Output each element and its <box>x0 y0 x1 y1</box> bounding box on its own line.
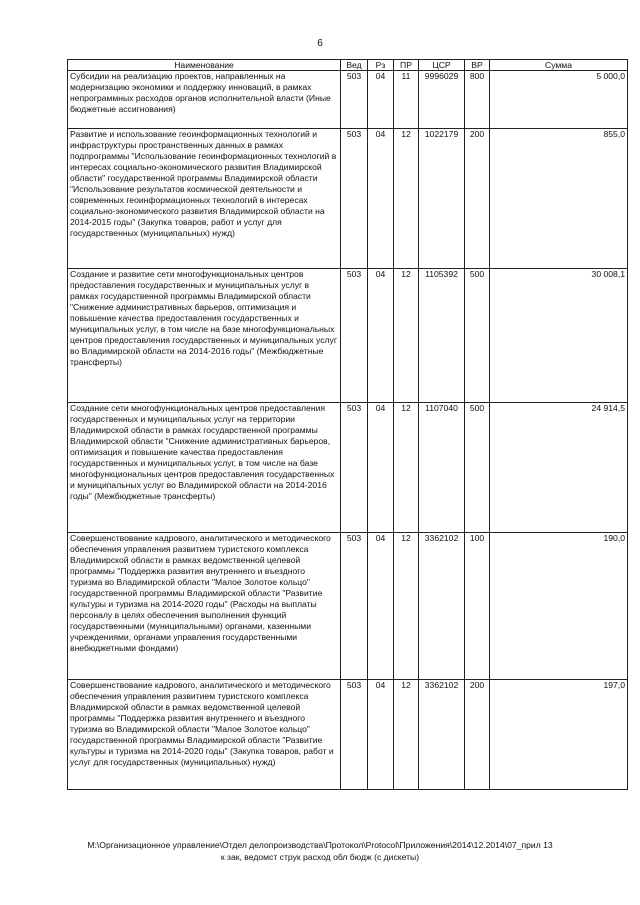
row-sum: 855,0 <box>490 129 628 269</box>
row-rz: 04 <box>368 403 394 533</box>
table-row <box>68 403 628 533</box>
row-sum: 30 008,1 <box>490 269 628 403</box>
budget-table <box>67 59 628 790</box>
row-rz: 04 <box>368 680 394 790</box>
col-header-name: Наименование <box>68 60 341 71</box>
row-vr: 500 <box>465 403 490 533</box>
row-csr: 1105392 <box>419 269 465 403</box>
row-pr: 12 <box>394 269 419 403</box>
row-rz: 04 <box>368 269 394 403</box>
row-ved: 503 <box>341 403 368 533</box>
row-ved: 503 <box>341 269 368 403</box>
row-pr: 12 <box>394 129 419 269</box>
footer-path <box>0 839 640 863</box>
row-csr: 1107040 <box>419 403 465 533</box>
row-sum: 5 000,0 <box>490 71 628 129</box>
row-name: Создание сети многофункциональных центров предоставления государственных и муниципальных услуг на территории Владимирской области в рамках государственной программы Владимирской области "Снижение административных барьеров, оптимизация и повышение качества предоставления государственных и муниципальных услуг, в том числе на базе многофункциональных центров предоставления государственных и муниципальных услуг во Владимирской области на 2014-2016 годы" (Межбюджетные трансферты) <box>68 403 341 533</box>
row-pr: 12 <box>394 403 419 533</box>
row-rz: 04 <box>368 533 394 680</box>
row-name: Совершенствование кадрового, аналитического и методического обеспечения управления развитием туристского комплекса Владимирской области в рамках ведомственной целевой программы "Поддержка развития внутреннего и въездного туризма во Владимирской области "Малое Золотое кольцо" государственной программы Владимирской области "Развитие культуры и туризма на 2014-2020 годы" (Закупка товаров, работ и услуг для государственных (муниципальных) нужд) <box>68 680 341 790</box>
row-pr: 11 <box>394 71 419 129</box>
col-header-vr: ВР <box>465 60 490 71</box>
table-header-row <box>68 60 628 71</box>
row-sum: 190,0 <box>490 533 628 680</box>
table-row <box>68 129 628 269</box>
row-vr: 200 <box>465 129 490 269</box>
row-vr: 100 <box>465 533 490 680</box>
table-row <box>68 680 628 790</box>
row-csr: 3362102 <box>419 680 465 790</box>
row-csr: 3362102 <box>419 533 465 680</box>
row-vr: 200 <box>465 680 490 790</box>
table-row <box>68 269 628 403</box>
row-vr: 500 <box>465 269 490 403</box>
row-ved: 503 <box>341 129 368 269</box>
row-sum: 197,0 <box>490 680 628 790</box>
row-csr: 9996029 <box>419 71 465 129</box>
row-name: Совершенствование кадрового, аналитического и методического обеспечения управления развитием туристского комплекса Владимирской области в рамках ведомственной целевой программы "Поддержка развития внутреннего и въездного туризма во Владимирской области "Малое Золотое кольцо" государственной программы Владимирской области "Развитие культуры и туризма на 2014-2020 годы" (Расходы на выплаты персоналу в целях обеспечения выполнения функций государственными (муниципальными) органами, казенными учреждениями, органами управления государственными внебюджетными фондами) <box>68 533 341 680</box>
row-vr: 800 <box>465 71 490 129</box>
row-rz: 04 <box>368 129 394 269</box>
row-csr: 1022179 <box>419 129 465 269</box>
col-header-pr: ПР <box>394 60 419 71</box>
col-header-sum: Сумма <box>490 60 628 71</box>
row-pr: 12 <box>394 680 419 790</box>
row-pr: 12 <box>394 533 419 680</box>
row-ved: 503 <box>341 533 368 680</box>
page-number: 6 <box>317 38 323 49</box>
row-rz: 04 <box>368 71 394 129</box>
table-row <box>68 71 628 129</box>
row-name: Субсидии на реализацию проектов, направленных на модернизацию экономики и поддержку инноваций, в рамках непрограммных расходов органов исполнительной власти (Иные бюджетные ассигнования) <box>68 71 341 129</box>
col-header-rz: Рз <box>368 60 394 71</box>
col-header-csr: ЦСР <box>419 60 465 71</box>
row-sum: 24 914,5 <box>490 403 628 533</box>
table-row <box>68 533 628 680</box>
row-ved: 503 <box>341 680 368 790</box>
row-ved: 503 <box>341 71 368 129</box>
footer-path-line1: M:\Организационное управление\Отдел делопроизводства\Протокол\Protocol\Приложения\2014\12.2014\07_прил 13 <box>87 840 553 850</box>
footer-path-line2: к зак, ведомст струк расход обл бюдж (с дискеты) <box>220 852 420 862</box>
row-name: Создание и развитие сети многофункциональных центров предоставления государственных и муниципальных услуг в рамках государственной программы Владимирской области "Снижение административных барьеров, оптимизация и повышение качества предоставления государственных и муниципальных услуг, в том числе на базе многофункциональных центров предоставления государственных и муниципальных услуг во Владимирской области на 2014-2016 годы" (Межбюджетные трансферты) <box>68 269 341 403</box>
row-name: Развитие и использование геоинформационных технологий и инфраструктуры пространственных данных в рамках подпрограммы "Использование геоинформационных технологий в интересах социально-экономического развития Владимирской области" государственной программы Владимирской области "Использование результатов космической деятельности и современных геоинформационных технологий в интересах социально-экономического развития Владимирской области на 2014-2015 годы" (Закупка товаров, работ и услуг для государственных (муниципальных) нужд) <box>68 129 341 269</box>
col-header-ved: Вед <box>341 60 368 71</box>
